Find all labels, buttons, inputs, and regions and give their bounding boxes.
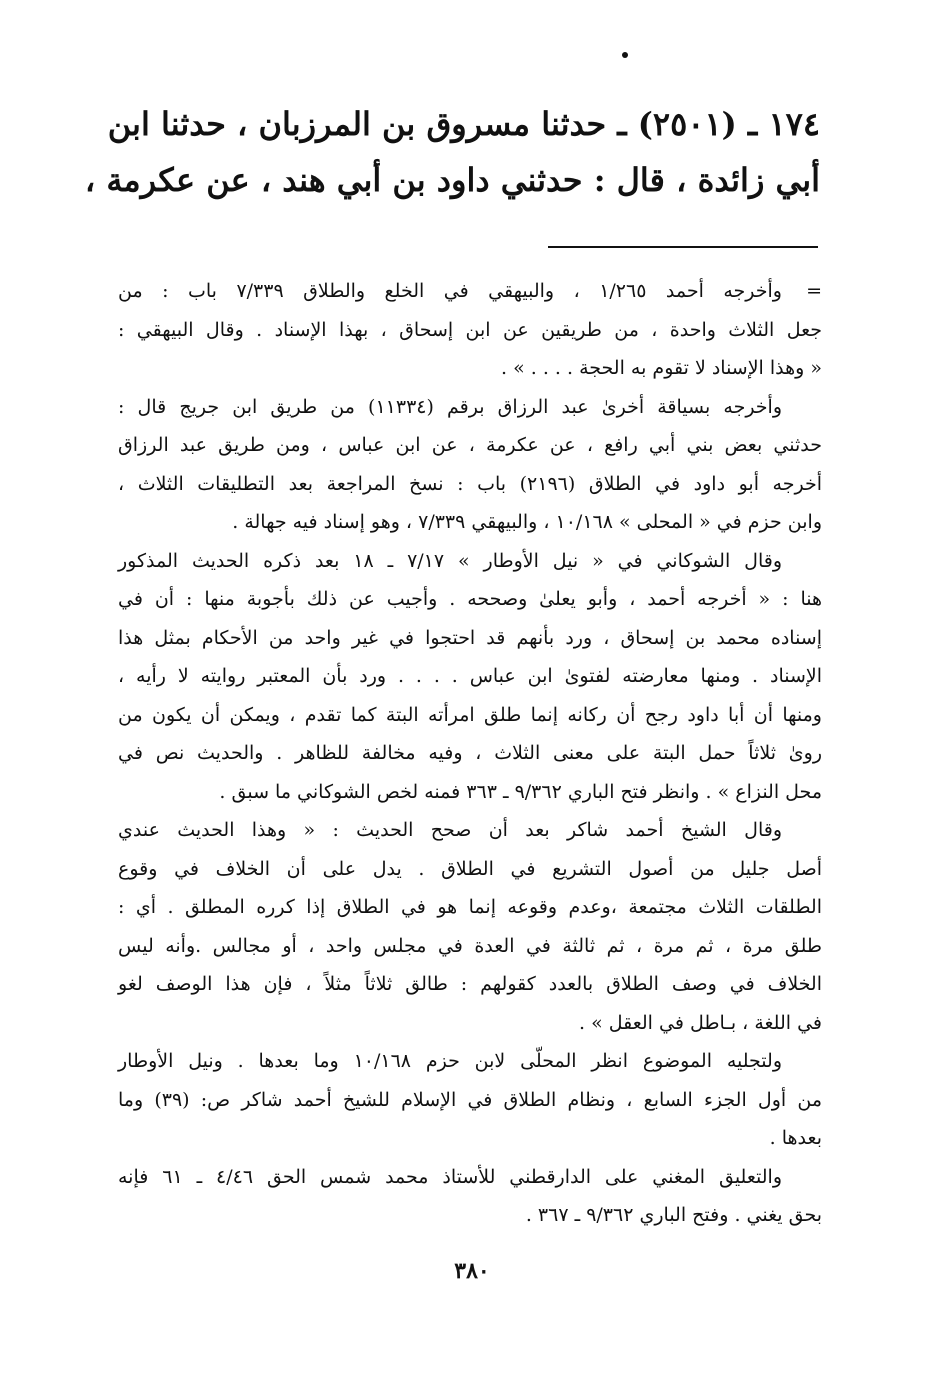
footnote-paragraph bbox=[118, 272, 822, 388]
footnote-line: روىٰ ثلاثاً حمل البتة على معنى الثلاث ، وفيه مخالفة للظاهر . والحديث نص في bbox=[118, 742, 822, 764]
footnote-line: من أول الجزء السابع ، ونظام الطلاق في الإسلام للشيخ أحمد شاكر ص: (٣٩) وما bbox=[118, 1088, 822, 1111]
footnote-line: الخلاف في وصف الطلاق بالعدد كقولهم : طالق ثلاثاً مثلاً ، فإن هذا الوصف لغو bbox=[118, 973, 822, 995]
footnote-line: أخرجه أبو داود في الطلاق (٢١٩٦) باب : نسخ المراجعة بعد التطليقات الثلاث ، bbox=[118, 472, 822, 495]
footnote-line-text: وأخرجه أحمد ١/٢٦٥ ، والبيهقي في الخلع والطلاق ٧/٣٣٩ باب : من bbox=[118, 280, 782, 302]
hadith-line: أبي زائدة ، قال : حدثني داود بن أبي هند ، عن عكرمة ، bbox=[84, 161, 820, 199]
footnote-line: أصل جليل من أصول التشريع في الطلاق . يدل على أن الخلاف في وقوع bbox=[118, 857, 822, 880]
footnote-line: محل النزاع » . وانظر فتح الباري ٩/٣٦٢ ـ ٣٦٣ فمنه لخص الشوكاني ما سبق . bbox=[219, 780, 822, 803]
footnote-line: ولتجليه الموضوع انظر المحلّى لابن حزم ١٠/١٦٨ وما بعدها . ونيل الأوطار bbox=[118, 1050, 782, 1072]
hadith-line: ١٧٤ ـ (٢٥٠١) ـ حدثنا مسروق بن المرزبان ، حدثنا ابن bbox=[107, 105, 820, 143]
footnote-line: هنا : « أخرجه أحمد ، وأبو يعلىٰ وصححه . وأجيب عن ذلك بأجوبة منها : أن في bbox=[118, 588, 822, 610]
footnote-line: وابن حزم في « المحلى » ١٠/١٦٨ ، والبيهقي ٧/٣٣٩ ، وهو إسناد فيه جهالة . bbox=[232, 511, 822, 533]
continuation-mark: = bbox=[806, 280, 822, 302]
footnote-line: وأخرجه بسياقة أخرىٰ عبد الرزاق برقم (١١٣٣٤) من طريق ابن جريج قال : bbox=[118, 395, 783, 418]
footnote-line: الإسناد . ومنها معارضته لفتوىٰ ابن عباس . . . . ورد بأن المعتبر روايته لا رأيه ، bbox=[118, 665, 822, 687]
footnote-line: إسناده محمد بن إسحاق ، ورد بأنهم قد احتجوا في غير واحد من الأحكام بمثل هذا bbox=[118, 626, 822, 649]
footnote-line: ومنها أن أبا داود رجح أن ركانه إنما طلق امرأته البتة كما تقدم ، ويمكن أن يكون من bbox=[118, 703, 822, 726]
footnote-line bbox=[118, 272, 822, 311]
footnote-paragraph bbox=[118, 1158, 822, 1235]
footnote-line: بعدها . bbox=[769, 1127, 822, 1149]
footnote-line: « وهذا الإسناد لا تقوم به الحجة . . . . » . bbox=[501, 357, 822, 379]
footnote-line: بحق يغني . وفتح الباري ٩/٣٦٢ ـ ٣٦٧ . bbox=[525, 1204, 822, 1226]
page-number: ٣٨٠ bbox=[454, 1258, 490, 1284]
footnote-line: طلق مرة ، ثم مرة ، ثم ثالثة في العدة في مجلس واحد ، أو مجالس .وأنه ليس bbox=[118, 934, 822, 957]
footnote-paragraph bbox=[118, 542, 822, 812]
footnote-line: وقال الشوكاني في « نيل الأوطار » ٧/١٧ ـ ١٨ بعد ذكره الحديث المذكور bbox=[118, 549, 782, 572]
footnote-line: والتعليق المغني على الدارقطني للأستاذ محمد شمس الحق ٤/٤٦ ـ ٦١ فإنه bbox=[118, 1165, 782, 1188]
footnote-paragraph bbox=[118, 811, 822, 1042]
footnote-line: جعل الثلاث واحدة ، من طريقين عن ابن إسحاق ، بهذا الإسناد . وقال البيهقي : bbox=[118, 318, 822, 341]
footnote-paragraph bbox=[118, 1042, 822, 1158]
footnote-line: وقال الشيخ أحمد شاكر بعد أن صحح الحديث : « وهذا الحديث عندي bbox=[118, 819, 782, 841]
footnotes bbox=[118, 272, 822, 1235]
footnote-line: حدثني بعض بني أبي رافع ، عن عكرمة ، عن ابن عباس ، ومن طريق عبد الرزاق bbox=[118, 434, 822, 456]
footnote-paragraph bbox=[118, 388, 822, 542]
footnote-separator bbox=[548, 246, 818, 248]
footnote-line: الطلقات الثلاث مجتمعة ،وعدم وقوعه إنما هو في الطلاق إذا كرره المطلق . أي : bbox=[118, 896, 822, 918]
ink-dot bbox=[622, 52, 628, 58]
footnote-line: في اللغة ، بـاطل في العقل » . bbox=[578, 1011, 822, 1034]
hadith-text bbox=[84, 96, 820, 208]
